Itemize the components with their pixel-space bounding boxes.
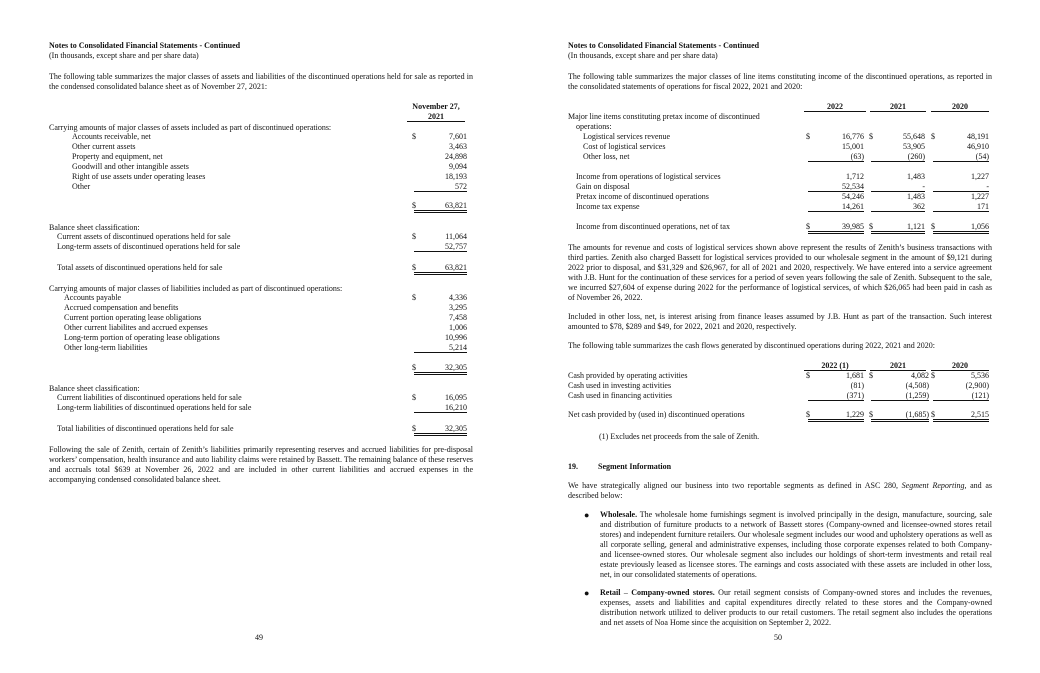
- row-label: Property and equipment, net: [72, 152, 163, 161]
- row-label: Accrued compensation and benefits: [64, 303, 179, 312]
- intro-paragraph: The following table summarizes the major classes of line items constituting income of the discontinued operations, as reported in the consolidated statements of operations for fiscal 2022, 2021 and 2020:: [568, 72, 992, 91]
- retail-dash: –: [620, 588, 632, 597]
- dollar-sign: $: [412, 132, 416, 141]
- wholesale-bullet: [600, 510, 992, 580]
- value-2022: (81): [850, 381, 864, 390]
- cash-year-2020: 2020: [931, 361, 989, 371]
- dollar-sign: $: [412, 201, 416, 210]
- value-2021: (260): [871, 152, 925, 162]
- row-label: Cash provided by operating activities: [568, 371, 688, 380]
- net-income-2022: 39,985: [808, 222, 864, 234]
- value-2020: (121): [933, 391, 989, 401]
- footnote: (1) Excludes net proceeds from the sale of Zenith.: [599, 432, 760, 441]
- liabilities-heading: Carrying amounts of major classes of liabilities included as part of discontinued operations:: [49, 284, 343, 293]
- row-label: Right of use assets under operating leases: [72, 172, 206, 181]
- dollar-sign: $: [869, 410, 873, 419]
- dollar-sign: $: [869, 371, 873, 380]
- retail-title: Retail: [600, 588, 621, 597]
- value-2020: 1,227: [971, 192, 989, 201]
- value-2022: 16,776: [842, 132, 864, 141]
- total-assets-label: Total assets of discontinued operations held for sale: [57, 263, 223, 272]
- year-header-2022: 2022: [804, 102, 866, 112]
- value-2021: (4,508): [905, 381, 929, 390]
- column-header-year: 2021: [407, 112, 465, 122]
- dollar-sign: $: [931, 132, 935, 141]
- row-value: 16,095: [445, 393, 467, 402]
- page-left: [49, 0, 474, 673]
- value-2020: 1,227: [971, 172, 989, 181]
- row-label: Other: [72, 182, 91, 191]
- value-2021: 1,483: [907, 172, 925, 181]
- value-2022: 54,246: [842, 192, 864, 201]
- year-header-2020: 2020: [931, 102, 989, 112]
- section-number: 19.: [568, 462, 578, 471]
- dollar-sign: $: [869, 222, 873, 231]
- intro-paragraph: The following table summarizes the major classes of assets and liabilities of the discontinued operations held for sale as reported in the condensed consolidated balance sheet as of November 27, 2021:: [49, 72, 473, 91]
- value-2022: 1,712: [846, 172, 864, 181]
- row-label: Current portion operating lease obligations: [64, 313, 202, 322]
- retail-bullet: [600, 588, 992, 628]
- row-label: Accounts payable: [64, 293, 122, 302]
- segment-reporting-term: Segment Reporting: [901, 481, 965, 490]
- page-header-title: Notes to Consolidated Financial Statements - Continued: [49, 41, 241, 50]
- assets-heading: Carrying amounts of major classes of assets included as part of discontinued operations:: [49, 123, 332, 132]
- row-label: Current liabilities of discontinued operations held for sale: [57, 393, 242, 402]
- balance-sheet-classification-heading: Balance sheet classification:: [49, 223, 140, 232]
- value-2021: 55,648: [903, 132, 925, 141]
- page-header-title: Notes to Consolidated Financial Statements - Continued: [568, 41, 760, 50]
- row-label: Logistical services revenue: [583, 132, 671, 141]
- page-number: 50: [774, 633, 782, 642]
- page-header-subtitle: (In thousands, except share and per share data): [568, 51, 718, 60]
- row-label: Other current liabilites and accrued expenses: [64, 323, 208, 332]
- net-cash-label: Net cash provided by (used in) discontinued operations: [568, 410, 745, 419]
- page-right: [568, 0, 993, 673]
- value-2020: 48,191: [967, 132, 989, 141]
- net-cash-2021: (1,685): [871, 410, 929, 422]
- row-value: 7,458: [449, 313, 467, 322]
- row-value: 18,193: [445, 172, 467, 181]
- row-value: 52,757: [414, 242, 467, 252]
- dollar-sign: $: [412, 293, 416, 302]
- major-line-items-heading: Major line items constituting pretax income of discontinued: [568, 112, 760, 121]
- value-2022: 1,681: [846, 371, 864, 380]
- major-line-items-heading-cont: operations:: [576, 122, 612, 131]
- closing-paragraph: Following the sale of Zenith, certain of Zenith’s liabilities primarily representing reserves and accrued liabilities for pre-disposal workers’ compensation, health insurance and auto liability claims were retained by Bassett. The remaining balance of these reserves and accruals total $639 at November 26, 2022 and are included in other current liabilities and accrued expenses in the accompanying condensed consolidated balance sheet.: [49, 445, 473, 484]
- dollar-sign: $: [806, 410, 810, 419]
- year-header-2021: 2021: [870, 102, 926, 112]
- net-income-2021: 1,121: [871, 222, 925, 234]
- value-2022: 52,534: [808, 182, 864, 192]
- value-2020: 46,910: [967, 142, 989, 151]
- dollar-sign: $: [412, 232, 416, 241]
- net-cash-2022: 1,229: [808, 410, 864, 422]
- logistics-paragraph: The amounts for revenue and costs of logistical services shown above represent the results of Zenith’s business transactions with third parties. Zenith also charged Bassett for logistical services provided to our wholesale segment in the amount of $9,121 during 2022 prior to disposal, and $31,329 and $26,967, for all of 2021 and 2020, respectively. We have entered into a service agreement with J.B. Hunt for the continuation of these services for a period of seven years following the sale of Zenith. Subsequent to the sale, we incurred $27,604 of expense during 2022 for the performance of logistical services, of which $26,065 had been paid in cash as of November 26, 2022.: [568, 243, 992, 302]
- row-label: Cash used in investing activities: [568, 381, 672, 390]
- value-2021: 362: [871, 202, 925, 212]
- value-2020: (2,900): [965, 381, 989, 390]
- retail-title-2: Company-owned stores.: [631, 588, 715, 597]
- row-label: Cost of logistical services: [583, 142, 666, 151]
- value-2021: 4,082: [911, 371, 929, 380]
- net-income-label: Income from discontinued operations, net of tax: [576, 222, 730, 231]
- page-header-subtitle: (In thousands, except share and per share data): [49, 51, 199, 60]
- total-assets-value: 63,821: [414, 263, 467, 275]
- value-2022: 15,001: [842, 142, 864, 151]
- row-label: Income tax expense: [576, 202, 640, 211]
- dollar-sign: $: [931, 410, 935, 419]
- total-liabilities-value: 32,305: [414, 424, 467, 436]
- dollar-sign: $: [412, 424, 416, 433]
- row-value: 10,996: [445, 333, 467, 342]
- row-label: Goodwill and other intangible assets: [72, 162, 189, 171]
- value-2020: 171: [933, 202, 989, 212]
- row-value: 11,064: [445, 232, 467, 241]
- row-value: 9,094: [449, 162, 467, 171]
- dollar-sign: $: [806, 222, 810, 231]
- row-label: Other loss, net: [583, 152, 630, 161]
- dollar-sign: $: [806, 371, 810, 380]
- net-income-2020: 1,056: [933, 222, 989, 234]
- row-value: 3,463: [449, 142, 467, 151]
- segment-intro-text: We have strategically aligned our business into two reportable segments as defined in ASC 280,: [568, 481, 902, 490]
- row-label: Long-term portion of operating lease obligations: [64, 333, 220, 342]
- value-2021: -: [871, 182, 925, 192]
- cash-year-2021: 2021: [870, 361, 926, 371]
- liabilities-total-value: 32,305: [414, 363, 467, 375]
- dollar-sign: $: [931, 371, 935, 380]
- dollar-sign: $: [412, 363, 416, 372]
- row-label: Other current assets: [72, 142, 136, 151]
- bullet-icon: ●: [584, 510, 590, 520]
- section-title: Segment Information: [598, 462, 672, 471]
- value-2022: 14,261: [808, 202, 864, 212]
- row-value: 4,336: [449, 293, 467, 302]
- balance-sheet-classification-heading: Balance sheet classification:: [49, 384, 140, 393]
- value-2020: -: [933, 182, 989, 192]
- row-label: Gain on disposal: [576, 182, 630, 191]
- row-label: Long-term liabilities of discontinued operations held for sale: [57, 403, 252, 412]
- row-label: Pretax income of discontinued operations: [576, 192, 709, 201]
- cash-flow-intro: The following table summarizes the cash flows generated by discontinued operations during 2022, 2021 and 2020:: [568, 341, 936, 350]
- value-2021: 53,905: [903, 142, 925, 151]
- total-liabilities-label: Total liabilities of discontinued operations held for sale: [57, 424, 234, 433]
- dollar-sign: $: [412, 393, 416, 402]
- value-2021: (1,259): [871, 391, 929, 401]
- dollar-sign: $: [806, 132, 810, 141]
- row-value: 5,214: [414, 343, 467, 353]
- dollar-sign: $: [869, 132, 873, 141]
- value-2022: (63): [808, 152, 864, 162]
- value-2021: 1,483: [907, 192, 925, 201]
- row-label: Cash used in financing activities: [568, 391, 672, 400]
- value-2020: (54): [933, 152, 989, 162]
- assets-total-value: 63,821: [414, 201, 467, 213]
- row-value: 7,601: [449, 132, 467, 141]
- cash-year-2022: 2022 (1): [804, 361, 866, 371]
- dollar-sign: $: [412, 263, 416, 272]
- segment-intro: [568, 481, 992, 501]
- row-label: Income from operations of logistical services: [576, 172, 721, 181]
- row-value: 1,006: [449, 323, 467, 332]
- wholesale-text: The wholesale home furnishings segment is involved principally in the design, manufacture, sourcing, sale and distribution of furniture products to a network of Bassett stores (Company-owned and licensee-owned stores retail stores) and independent furniture retailers. Our wholesale segment includes our wood and upholstery operations as well as all corporate selling, general and administrative expenses, including those corporate expenses related to both Company- and licensee-owned stores. Our wholesale segment also includes our holdings of short-term investments and retail real estate previously leased as licensee stores. The earnings and costs associated with these assets are included in other loss, net, in our consolidated statements of operations.: [600, 510, 992, 579]
- row-label: Long-term assets of discontinued operations held for sale: [57, 242, 241, 251]
- page-number: 49: [255, 633, 263, 642]
- row-value: 24,898: [445, 152, 467, 161]
- dollar-sign: $: [931, 222, 935, 231]
- value-2022: (371): [808, 391, 864, 401]
- row-label: Current assets of discontinued operations held for sale: [57, 232, 231, 241]
- bullet-icon: ●: [584, 588, 590, 598]
- row-label: Accounts receivable, net: [72, 132, 151, 141]
- row-value: 3,295: [449, 303, 467, 312]
- row-label: Other long-term liabilities: [64, 343, 148, 352]
- retail-text: Our retail segment consists of Company-owned stores and includes the revenues, expenses, assets and liabilities and capital expenditures directly related to these stores and the Company-owned distribution network utilized to deliver products to our retail customers. The retail segment also includes the operations and net assets of Noa Home since the acquisition on September 2, 2022.: [600, 588, 993, 627]
- interest-paragraph: Included in other loss, net, is interest arising from finance leases assumed by J.B. Hunt as part of the transaction. Such interest amounted to $78, $289 and $49, for 2022, 2021 and 2020, respectively.: [568, 312, 992, 331]
- row-value: 16,210: [414, 403, 467, 413]
- value-2020: 5,536: [971, 371, 989, 380]
- segment-intro-text-end: , and as described below:: [568, 481, 993, 500]
- wholesale-title: Wholesale.: [600, 510, 638, 519]
- column-header: November 27,: [412, 102, 460, 111]
- row-value: 572: [414, 182, 467, 192]
- net-cash-2020: 2,515: [933, 410, 989, 422]
